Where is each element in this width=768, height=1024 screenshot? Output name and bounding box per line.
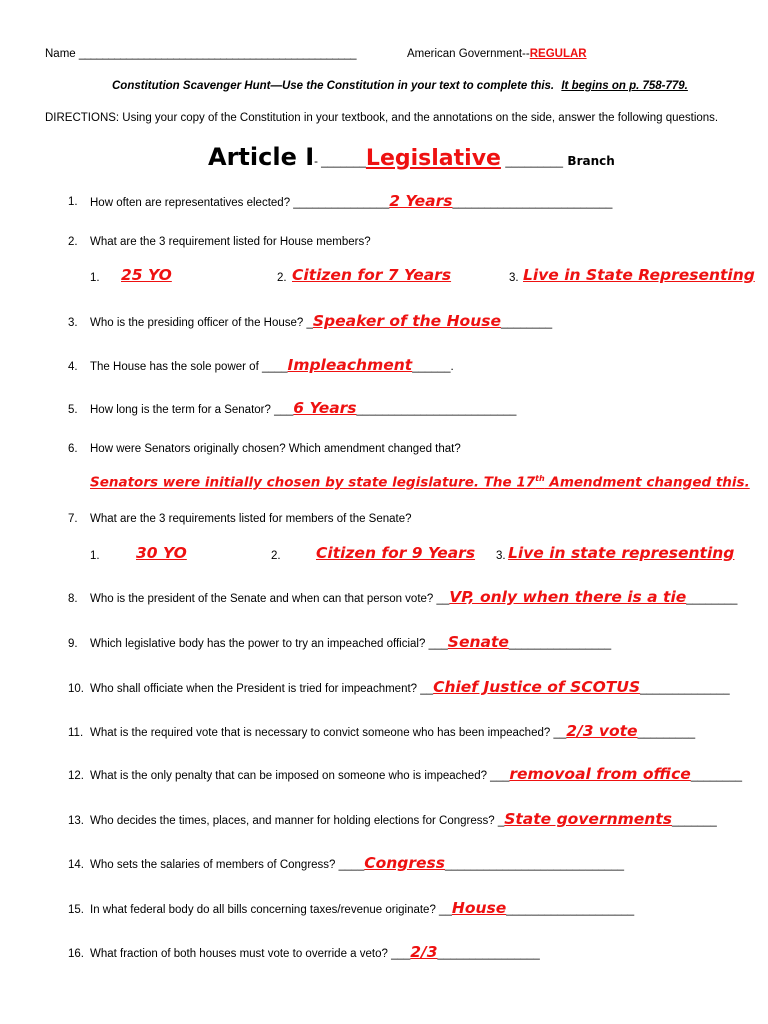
senate-req-1-num: 1. (90, 550, 100, 562)
answer-trail: ________________ (437, 948, 540, 960)
answer-4: Impleachment (287, 356, 413, 374)
answer-trail: ______. (412, 361, 454, 373)
question-4 (90, 356, 454, 374)
question-number: 14. (68, 859, 84, 871)
question-text: The House has the sole power of ____ (90, 361, 288, 373)
house-req-1: 25 YO (121, 266, 172, 284)
answer-trail: ____________________ (506, 904, 635, 916)
answer-trail: _______ (671, 815, 717, 827)
house-req-3-num: 3. (509, 272, 519, 284)
question-text: Who is the president of the Senate and when can that person vote? __ (90, 593, 450, 605)
senator-answer-sup: th (535, 474, 545, 483)
question-text: In what federal body do all bills concerning taxes/revenue originate? __ (90, 904, 452, 916)
answer-15: House (451, 899, 507, 917)
answer-14: Congress (364, 854, 445, 872)
question-number: 5. (68, 404, 78, 416)
senate-req-3: Live in state representing (508, 544, 735, 562)
senate-req-3-num: 3. (496, 550, 506, 562)
question-number: 1. (68, 196, 78, 208)
answer-10: Chief Justice of SCOTUS (433, 678, 641, 696)
question-number: 2. (68, 236, 78, 248)
question-1 (90, 192, 612, 210)
question-10 (90, 678, 730, 696)
course-label (407, 48, 587, 60)
answer-11: 2/3 vote (566, 722, 638, 740)
question-text: Who decides the times, places, and manner for holding elections for Congress? _ (90, 815, 505, 827)
question-14 (90, 854, 624, 872)
question-number: 6. (68, 443, 78, 455)
question-text: Who shall officiate when the President is tried for impeachment? __ (90, 683, 434, 695)
worksheet-title (112, 80, 688, 92)
title-pages: It begins on p. 758-779. (561, 80, 688, 92)
senate-req-1: 30 YO (136, 544, 187, 562)
answer-trail: _________________________ (356, 404, 517, 416)
name-line[interactable]: _______________________________________________ (78, 48, 356, 60)
question-number: 4. (68, 361, 78, 373)
answer-16: 2/3 (410, 943, 438, 961)
question-12 (90, 765, 742, 783)
answer-trail: _________ (637, 727, 696, 739)
question-number: 15. (68, 904, 84, 916)
question-number: 12. (68, 770, 84, 782)
question-3 (90, 312, 552, 330)
article-dash-left: - _______ (314, 156, 366, 168)
question-number: 7. (68, 513, 78, 525)
answer-3: Speaker of the House (312, 312, 501, 330)
question-text: What fraction of both houses must vote to override a veto? ___ (90, 948, 411, 960)
senator-answer-part2: Amendment changed this. (544, 474, 750, 491)
answer-trail: ________ (686, 593, 738, 605)
question-number: 16. (68, 948, 84, 960)
question-9 (90, 633, 611, 651)
answer-trail: ________ (500, 317, 553, 329)
article-label: Article I (208, 143, 315, 171)
question-text: What is the required vote that is necessary to convict someone who has been impeached? __ (90, 727, 567, 739)
answer-13: State governments (504, 810, 672, 828)
question-8 (90, 588, 737, 606)
article-heading (208, 143, 615, 171)
answer-trail: ____________________________ (444, 859, 625, 871)
house-req-2-num: 2. (277, 272, 287, 284)
article-answer: Legislative (365, 146, 501, 171)
senator-answer-part1: Senators were initially chosen by state legislature. The 17 (90, 474, 536, 491)
question-text: How long is the term for a Senator? ___ (90, 404, 294, 416)
question-13 (90, 810, 717, 828)
answer-trail: ________ (690, 770, 742, 782)
course-level: REGULAR (529, 48, 587, 60)
directions: DIRECTIONS: Using your copy of the Constitution in your textbook, and the annotations on the side, answer the following questions. (45, 112, 719, 124)
question-6: How were Senators originally chosen? Which amendment changed that? (90, 443, 461, 455)
answer-12: removoal from office (509, 765, 691, 783)
question-text: What is the only penalty that can be imposed on someone who is impeached? ___ (90, 770, 510, 782)
senate-req-2-num: 2. (271, 550, 281, 562)
question-5 (90, 399, 516, 417)
answer-trail: ________________ (508, 638, 612, 650)
question-15 (90, 899, 634, 917)
question-text: Which legislative body has the power to try an impeached official? ___ (90, 638, 448, 650)
answer-8: VP, only when there is a tie (449, 588, 687, 606)
article-dash-right: _________ (505, 156, 563, 168)
question-number: 10. (68, 683, 84, 695)
question-2: What are the 3 requirement listed for House members? (90, 236, 371, 248)
question-number: 11. (68, 727, 84, 739)
house-req-2: Citizen for 7 Years (292, 266, 452, 284)
question-16 (90, 943, 540, 961)
answer-trail: _________________________ (452, 197, 613, 209)
question-number: 3. (68, 317, 78, 329)
answer-5: 6 Years (293, 399, 357, 417)
question-number: 9. (68, 638, 78, 650)
name-row (45, 48, 356, 60)
question-text: Who is the presiding officer of the House? _ (90, 317, 313, 329)
question-text: Who sets the salaries of members of Congress? ____ (90, 859, 365, 871)
question-11 (90, 722, 695, 740)
answer-1: 2 Years (389, 192, 453, 210)
house-req-1-num: 1. (90, 272, 100, 284)
answer-9: Senate (447, 633, 509, 651)
name-label: Name (45, 48, 76, 60)
branch-label: Branch (567, 154, 615, 168)
senate-req-2: Citizen for 9 Years (316, 544, 476, 562)
question-7: What are the 3 requirements listed for members of the Senate? (90, 513, 412, 525)
house-req-3: Live in State Representing (523, 266, 755, 284)
question-number: 8. (68, 593, 78, 605)
answer-trail: ______________ (640, 683, 730, 695)
course-name: American Government-- (407, 48, 530, 60)
question-text: How often are representatives elected? _______________ (90, 197, 390, 209)
title-main: Constitution Scavenger Hunt—Use the Constitution in your text to complete this. (112, 80, 555, 92)
senator-answer (90, 474, 750, 491)
question-number: 13. (68, 815, 84, 827)
